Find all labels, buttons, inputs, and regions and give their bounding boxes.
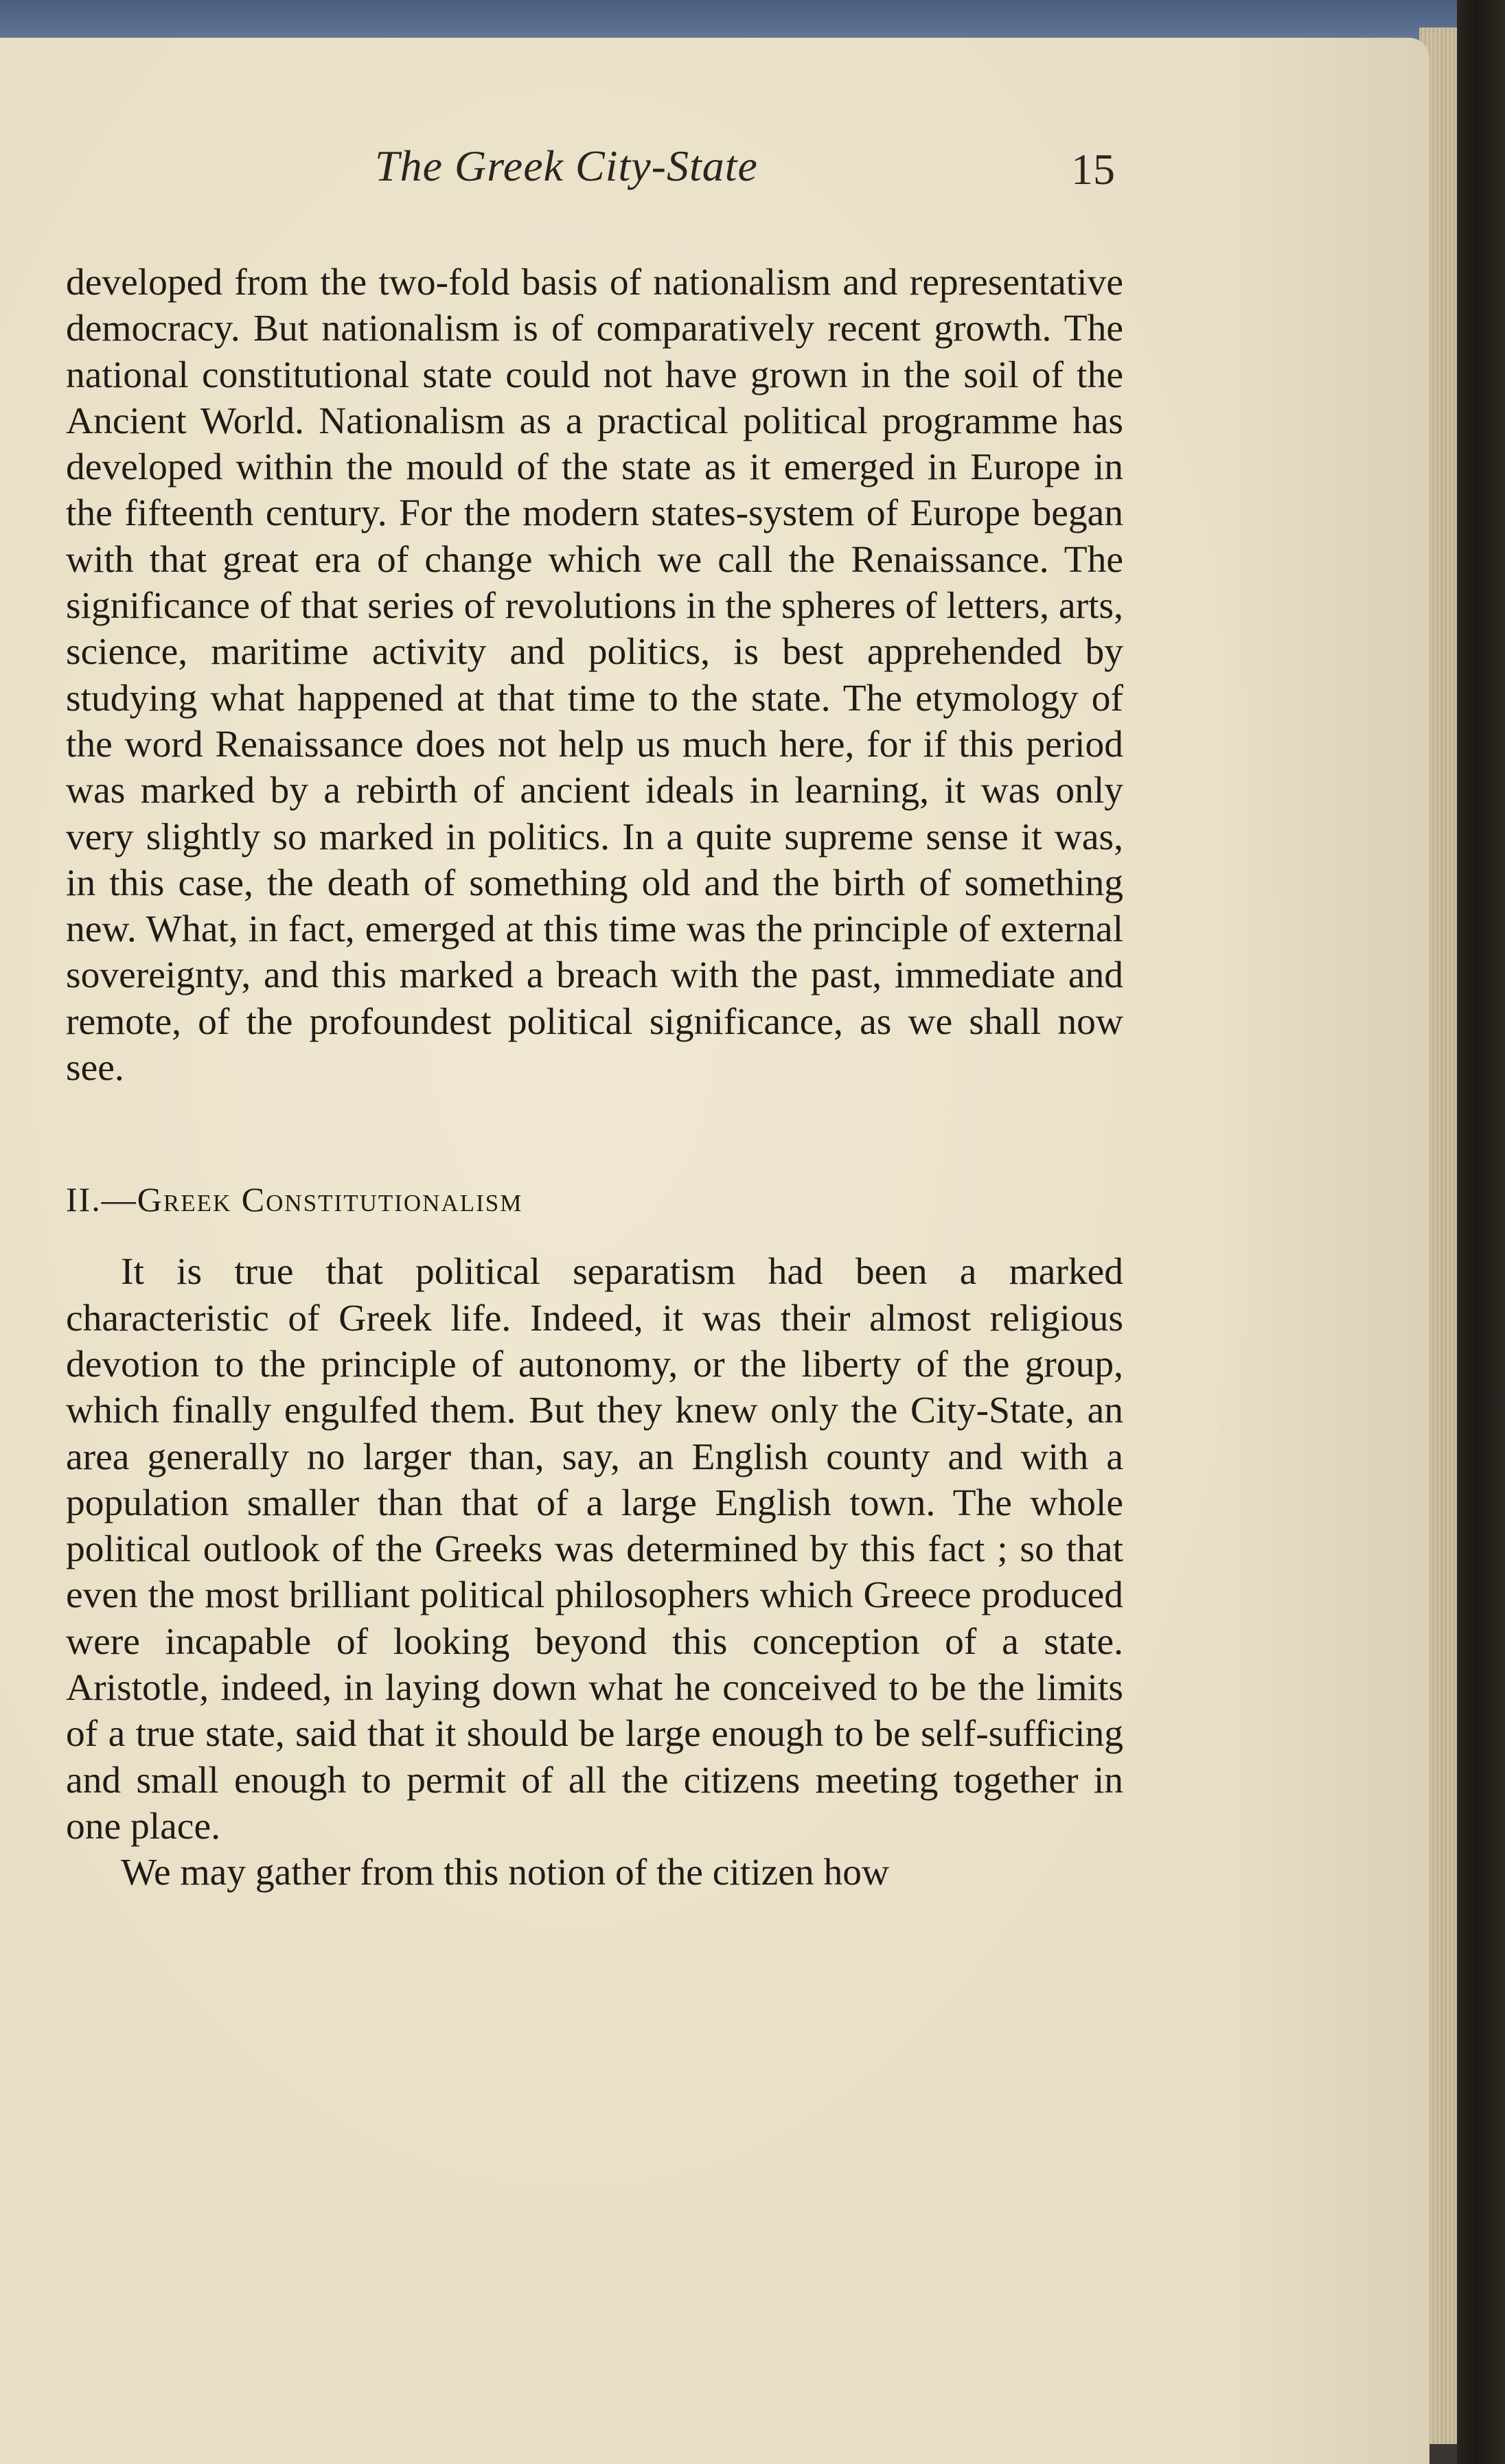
paragraph-2: It is true that political separatism had been a marked characteristic of Greek life. Indeed, it was their almost religious devotion to the principle of autonomy, or the liberty of the group, which finally engulfed them. But they knew only the City-State, an area generally no larger than, say, an English county and with a population smaller than that of a large English town. The whole political outlook of the Greeks was determined by this fact ; so that even the most brilliant political philosophers which Greece produced were incapable of looking beyond this conception of a state. Aristotle, indeed, in laying down what he conceived to be the limits of a true state, said that it should be large enough to be self-sufficing and small enough to permit of all the citizens meeting together in one place. (66, 1251, 1123, 1847)
page-number: 15 (1071, 145, 1115, 194)
paragraph-1: developed from the two-fold basis of nationalism and representative democracy. But nationalism is of comparatively recent growth. The national constitutional state could not have grown in the soil of the Ancient World. Nationalism as a practical political programme has developed within the mould of the state as it emerged in Europe in the fifteenth century. For the modern states-system of Europe began with that great era of change which we call the Renaissance. The significance of that series of revolutions in the spheres of letters, arts, science, maritime activity and politics, is best apprehended by studying what happened at that time to the state. The etymology of the word Renaissance does not help us much here, for if this period was marked by a rebirth of ancient ideals in learning, it was only very slightly so marked in politics. In a quite supreme sense it was, in this case, the death of something old and the birth of something new. What, in fact, emerged at this time was the principle of external sovereignty, and this marked a breach with the past, immediate and remote, of the profoundest political significance, as we shall now see. (66, 262, 1123, 1090)
paragraph-3: We may gather from this notion of the citizen how (121, 1852, 890, 1894)
section-heading: II.—Greek Constitutionalism (66, 1180, 523, 1219)
page-body (66, 260, 1123, 1896)
book-spine (1457, 0, 1505, 2464)
running-head: The Greek City-State (375, 141, 758, 190)
